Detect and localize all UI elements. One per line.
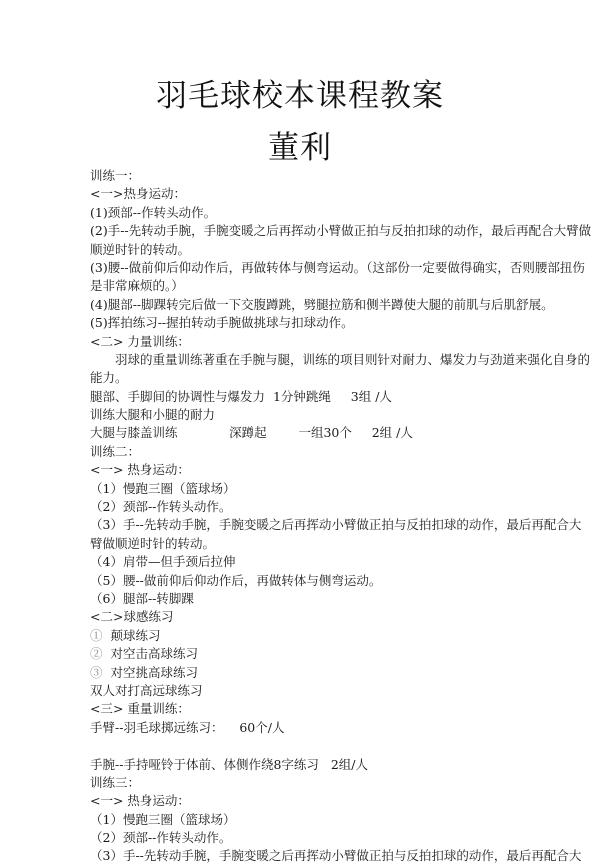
text-line: [90, 498, 515, 516]
line-text: （5）腰--做前仰后仰动作后，再做转体与侧弯运动。: [90, 572, 382, 588]
text-line: [90, 719, 515, 737]
line-text: (5)挥拍练习--握拍转动手腕做挑球与扣球动作。: [90, 315, 354, 331]
line-text: 臂做顺逆时针的转动。: [90, 535, 216, 551]
line-text: <三> 重量训练：: [90, 701, 190, 717]
blank-line: [90, 737, 515, 755]
text-line: [90, 314, 515, 332]
text-line: [90, 756, 515, 774]
text-line: [90, 369, 515, 387]
line-text: 手臂--羽毛球掷远练习： 60个/人: [90, 719, 285, 735]
line-text: （1）慢跑三圈（篮球场）: [90, 811, 236, 827]
line-text: <一> 热身运动：: [90, 462, 190, 478]
text-line: [90, 553, 515, 571]
line-text: 大腿与膝盖训练 深蹲起 一组30个 2组 /人: [90, 425, 413, 441]
text-line: [90, 774, 515, 792]
line-text: <一> 热身运动：: [90, 793, 190, 809]
list-number-marker: ②: [90, 646, 103, 662]
document-body: [90, 167, 592, 866]
text-line: [90, 811, 515, 829]
line-text: 对空击高球练习: [102, 646, 198, 662]
text-line: [90, 664, 515, 682]
line-text: 训练大腿和小腿的耐力: [90, 407, 216, 423]
document-title: 羽毛球校本课程教案: [156, 78, 444, 114]
line-text: （3）手--先转动手腕，手腕变暖之后再挥动小臂做正拍与反拍扣球的动作，最后再配合大: [90, 848, 582, 864]
text-line: [90, 682, 515, 700]
text-line: [90, 608, 515, 626]
text-line: [90, 572, 515, 590]
text-line: [90, 333, 515, 351]
text-line: [90, 204, 515, 222]
text-line: [90, 461, 515, 479]
line-text: (3)腰--做前仰后仰动作后，再做转体与侧弯运动。（这部份一定要做得确实，否则腰部扭伤: [90, 259, 585, 275]
text-line: [90, 480, 515, 498]
line-text: 颠球练习: [102, 627, 161, 643]
text-line: [90, 296, 554, 314]
text-line: [90, 590, 515, 608]
text-line: [90, 388, 515, 406]
text-line: [90, 700, 515, 718]
line-text: 腿部、手脚间的协调性与爆发力 1分钟跳绳 3组 /人: [90, 388, 392, 404]
text-line: [90, 259, 585, 277]
line-text: 是非常麻烦的。）: [90, 278, 184, 294]
text-line: [90, 185, 515, 203]
line-text: (1)颈部--作转头动作。: [90, 204, 217, 220]
text-line: [90, 424, 515, 442]
text-line: [90, 516, 582, 534]
line-text: （2）颈部--作转头动作。: [90, 499, 232, 515]
text-line: [90, 645, 515, 663]
line-text: 双人对打高远球练习: [90, 682, 203, 698]
text-line: [90, 792, 515, 810]
text-line: [90, 535, 515, 553]
line-text: 对空挑高球练习: [102, 664, 198, 680]
text-line: [90, 829, 515, 847]
line-text: 能力。: [90, 370, 128, 386]
line-text: (4)腿部--脚踝转完后做一下交腹蹲跳，劈腿拉筋和侧半蹲使大腿的前肌与后肌舒展。: [90, 296, 554, 312]
line-text: （1）慢跑三圈（篮球场）: [90, 480, 236, 496]
text-line: [90, 627, 515, 645]
line-text: （3）手--先转动手腕，手腕变暖之后再挥动小臂做正拍与反拍扣球的动作，最后再配合大: [90, 517, 582, 533]
line-text: 羽球的重量训练著重在手腕与腿，训练的项目则针对耐力、爆发力与劲道来强化自身的: [115, 351, 591, 367]
document-author: 董利: [268, 130, 332, 166]
list-number-marker: ①: [90, 627, 103, 643]
line-text: <一>热身运动：: [90, 186, 186, 202]
text-line: [90, 277, 515, 295]
line-text: 训练二：: [90, 443, 141, 459]
line-text: （4）肩带—但手颈后拉伸: [90, 554, 236, 570]
line-text: 训练三：: [90, 774, 141, 790]
text-line: [90, 847, 582, 865]
text-line: [90, 222, 592, 240]
line-text: （2）颈部--作转头动作。: [90, 830, 232, 846]
line-text: 顺逆时针的转动。: [90, 241, 191, 257]
line-text: （6）腿部--转脚踝: [90, 590, 194, 606]
line-text: <二>球感练习: [90, 609, 174, 625]
text-line: [90, 351, 591, 369]
text-line: [90, 443, 515, 461]
text-line: [90, 406, 515, 424]
text-line: [90, 167, 515, 185]
line-text: (2)手--先转动手腕，手腕变暖之后再挥动小臂做正拍与反拍扣球的动作，最后再配合大臂做: [90, 223, 592, 239]
line-text: 手腕--手持哑铃于体前、体侧作绕8字练习 2组/人: [90, 756, 368, 772]
list-number-marker: ③: [90, 664, 103, 680]
text-line: [90, 241, 515, 259]
line-text: <二> 力量训练：: [90, 333, 190, 349]
line-text: 训练一：: [90, 168, 141, 183]
